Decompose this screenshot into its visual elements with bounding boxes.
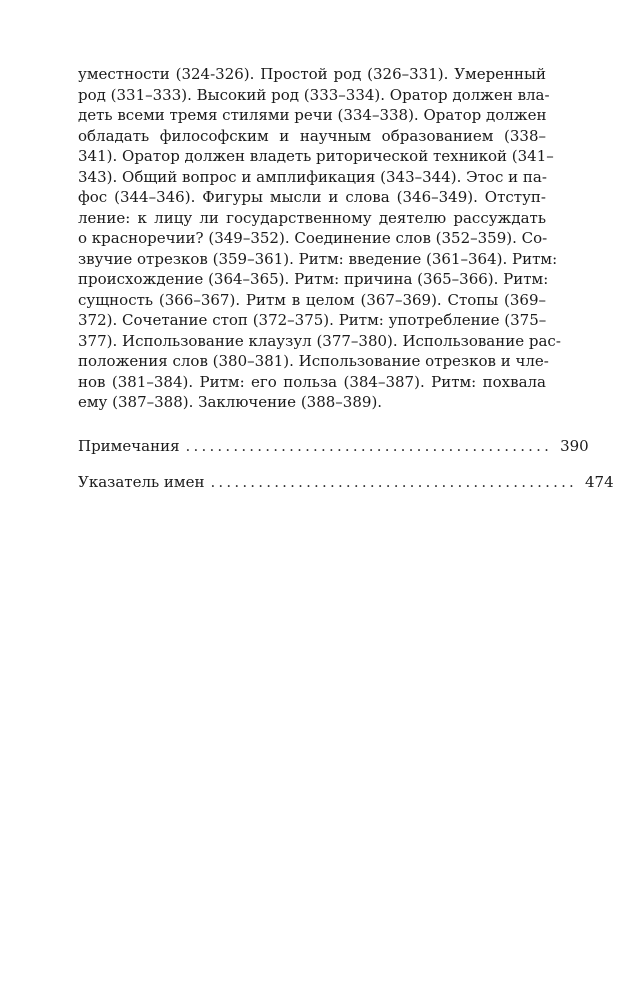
paragraph-line: ление: к лицу ли государственному деятелю рассуждать: [78, 208, 546, 227]
paragraph-line: род (331–333). Высокий род (333–334). Оратор должен вла-: [78, 85, 550, 104]
contents-paragraph: [78, 64, 561, 413]
toc-dot-leader: ..............................................: [210, 472, 577, 491]
paragraph-line: происхождение (364–365). Ритм: причина (365–366). Ритм:: [78, 270, 549, 288]
paragraph-line: нов (381–384). Ритм: его польза (384–387). Ритм: похвала: [78, 372, 546, 391]
paragraph-line: обладать философским и научным образованием (338–: [78, 126, 546, 145]
paragraph-line: 372). Сочетание стоп (372–375). Ритм: употребление (375–: [78, 311, 547, 329]
toc-dot-leader: ..............................................: [185, 436, 553, 455]
paragraph-line: 343). Общий вопрос и амплификация (343–344). Этос и па-: [78, 167, 547, 186]
toc-entry-label: Примечания: [78, 436, 180, 455]
toc-entry-notes[interactable]: [78, 436, 589, 456]
paragraph-line: 341). Оратор должен владеть риторической техникой (341–: [78, 147, 554, 165]
toc-entry-index-of-names[interactable]: [78, 472, 614, 492]
paragraph-line: 377). Использование клаузул (377–380). Использование рас-: [78, 331, 561, 350]
paragraph-line: уместности (324-326). Простой род (326–331). Умеренный: [78, 65, 546, 83]
toc-entry-label: Указатель имен: [78, 472, 205, 491]
paragraph-line: о красноречии? (349–352). Соединение слов (352–359). Со-: [78, 229, 548, 247]
paragraph-line: звучие отрезков (359–361). Ритм: введение (361–364). Ритм:: [78, 249, 558, 268]
paragraph-line: положения слов (380–381). Использование отрезков и чле-: [78, 352, 549, 370]
document-page: [78, 64, 614, 508]
toc-page-number: 390: [560, 436, 589, 455]
paragraph-line: ему (387–388). Заключение (388–389).: [78, 393, 383, 411]
table-of-contents: [78, 436, 614, 492]
paragraph-line: сущность (366–367). Ритм в целом (367–369). Стопы (369–: [78, 290, 546, 309]
paragraph-line: деть всеми тремя стилями речи (334–338). Оратор должен: [78, 106, 547, 124]
toc-page-number: 474: [585, 472, 614, 491]
paragraph-line: фос (344–346). Фигуры мысли и слова (346–349). Отступ-: [78, 188, 546, 206]
